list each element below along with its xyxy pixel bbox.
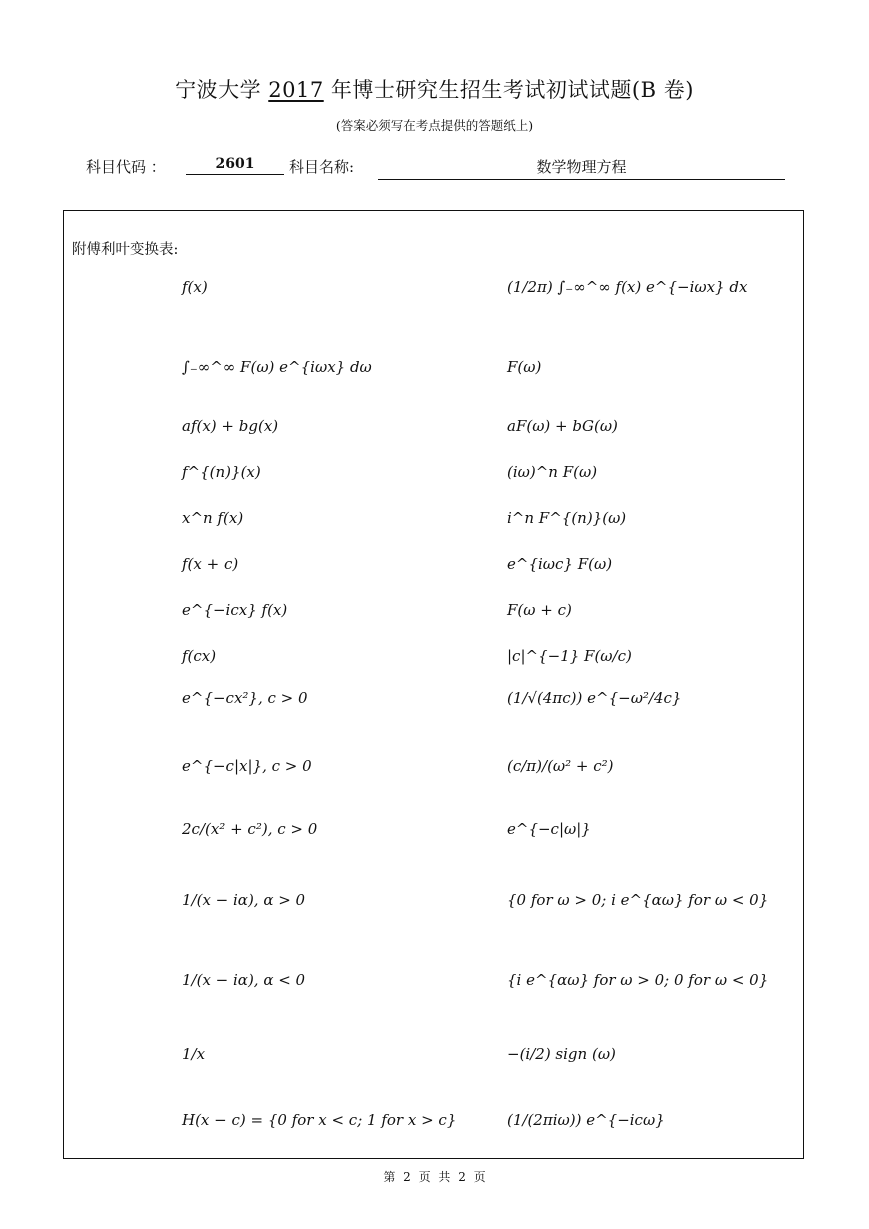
row-left: ∫₋∞^∞ F(ω) e^{iωx} dω (182, 358, 372, 376)
row-left: H(x − c) = {0 for x < c; 1 for x > c} (182, 1111, 457, 1129)
subject-code-value: 2601 (186, 156, 284, 175)
row-left: 1/(x − iα), α > 0 (182, 891, 306, 909)
row-left: e^{−cx²}, c > 0 (182, 689, 308, 707)
row-right: −(i/2) sign (ω) (507, 1045, 616, 1063)
row-right: (iω)^n F(ω) (507, 463, 598, 481)
row-left: e^{−icx} f(x) (182, 601, 288, 619)
row-right: aF(ω) + bG(ω) (507, 417, 618, 435)
fourier-table-frame (63, 210, 804, 1159)
subject-name-value: 数学物理方程 (378, 156, 785, 180)
row-left: f(x) (182, 278, 208, 296)
title-prefix: 宁波大学 (175, 78, 262, 102)
subject-name-label: 科目名称: (289, 158, 355, 176)
row-left: f(cx) (182, 647, 217, 665)
row-left: f(x + c) (182, 555, 239, 573)
row-right: (1/2π) ∫₋∞^∞ f(x) e^{−iωx} dx (507, 278, 748, 296)
row-right: (1/(2πiω)) e^{−icω} (507, 1111, 665, 1129)
title-year: 2017 (268, 78, 324, 102)
row-right: |c|^{−1} F(ω/c) (507, 647, 632, 665)
table-caption: 附傅利叶变换表: (72, 242, 179, 258)
row-right: i^n F^{(n)}(ω) (507, 509, 627, 527)
row-right: {0 for ω > 0; i e^{αω} for ω < 0} (507, 891, 769, 909)
row-right: (c/π)/(ω² + c²) (507, 757, 614, 775)
row-left: af(x) + bg(x) (182, 417, 279, 435)
row-right: e^{iωc} F(ω) (507, 555, 613, 573)
page-title (0, 74, 869, 104)
row-left: 1/(x − iα), α < 0 (182, 971, 306, 989)
row-right: {i e^{αω} for ω > 0; 0 for ω < 0} (507, 971, 769, 989)
page-footer: 第 2 页 共 2 页 (383, 1170, 486, 1184)
subject-code-label: 科目代码 ： (86, 158, 166, 176)
page-subtitle: (答案必须写在考点提供的答题纸上) (335, 118, 534, 133)
row-left: 2c/(x² + c²), c > 0 (182, 820, 318, 838)
row-right: e^{−c|ω|} (507, 820, 591, 838)
row-right: F(ω) (507, 358, 542, 376)
row-left: e^{−c|x|}, c > 0 (182, 757, 312, 775)
row-right: F(ω + c) (507, 601, 572, 619)
title-suffix: 年博士研究生招生考试初试试题(B 卷) (330, 78, 694, 102)
row-left: 1/x (182, 1045, 206, 1063)
row-left: x^n f(x) (182, 509, 244, 527)
row-left: f^{(n)}(x) (182, 463, 261, 481)
row-right: (1/√(4πc)) e^{−ω²/4c} (507, 689, 682, 707)
